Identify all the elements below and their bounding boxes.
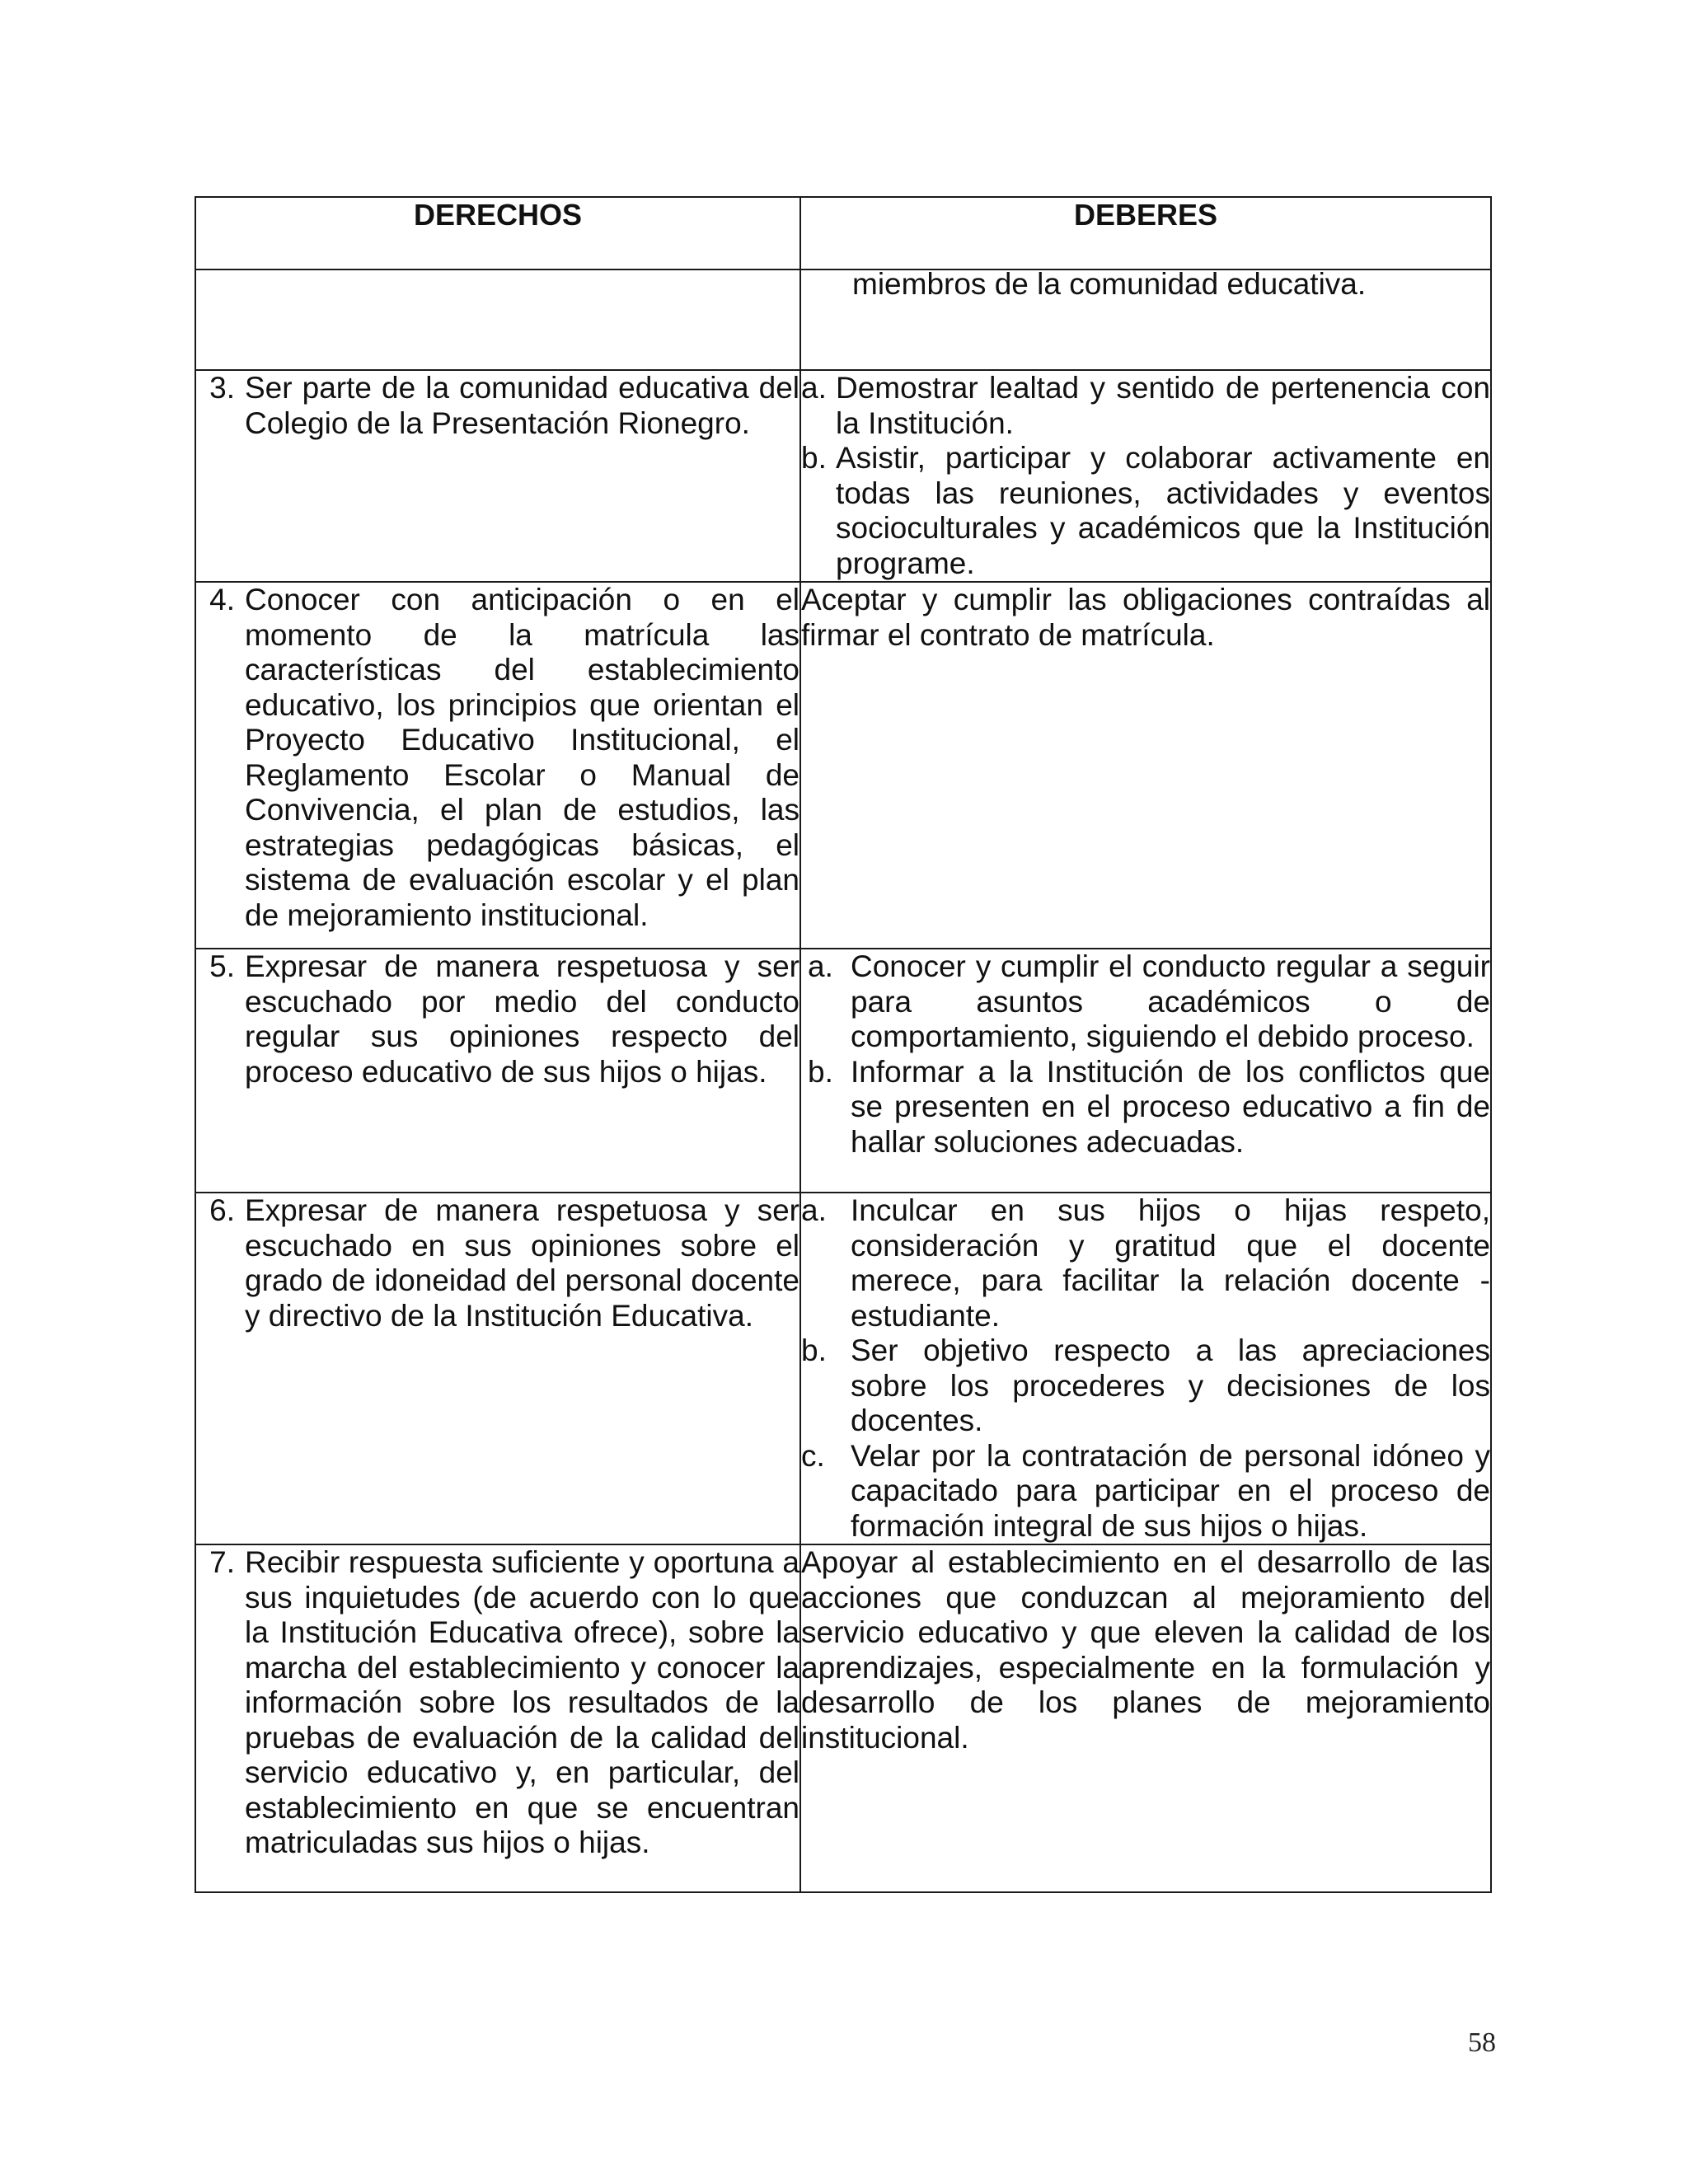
deber-letter: b. bbox=[808, 1054, 833, 1089]
table-row bbox=[195, 582, 1491, 949]
derecho-cell bbox=[195, 1544, 800, 1892]
derecho-cell bbox=[195, 269, 800, 370]
deber-text: Velar por la contratación de personal idóneo y capacitado para participar en el proceso de formación integral de sus hijos o hijas. bbox=[851, 1438, 1490, 1543]
deber-cell bbox=[800, 269, 1491, 370]
item-number: 7. bbox=[209, 1545, 235, 1579]
deber-letter: a. bbox=[801, 1193, 827, 1227]
item-number: 6. bbox=[209, 1193, 235, 1227]
table-header-row bbox=[195, 197, 1491, 269]
derecho-cell bbox=[195, 1193, 800, 1544]
deber-text: Ser objetivo respecto a las apreciaciones sobre los procederes y decisiones de los docentes. bbox=[851, 1333, 1490, 1437]
derecho-text: Recibir respuesta suficiente y oportuna a sus inquietudes (de acuerdo con lo que la Institución Educativa ofrece), sobre la marcha del establecimiento y conocer la información sobre los resultados de la pruebas de evaluación de la calidad del servicio educativo y, en particular, del establecimiento en que se encuentran matriculadas sus hijos o hijas. bbox=[245, 1545, 799, 1859]
deber-text: Demostrar lealtad y sentido de pertenencia con la Institución. bbox=[836, 371, 1490, 440]
deber-cell bbox=[800, 370, 1491, 582]
deber-cell bbox=[800, 1193, 1491, 1544]
deber-text: Apoyar al establecimiento en el desarrollo de las acciones que conduzcan al mejoramiento del servicio educativo y que eleven la calidad de los aprendizajes, especialmente en la formulación y desarrollo de los planes de mejoramiento institucional. bbox=[801, 1545, 1490, 1755]
derecho-text: Expresar de manera respetuosa y ser escuchado por medio del conducto regular sus opiniones respecto del proceso educativo de sus hijos o hijas. bbox=[245, 949, 799, 1089]
derecho-text: Expresar de manera respetuosa y ser escuchado en sus opiniones sobre el grado de idoneidad del personal docente y directivo de la Institución Educativa. bbox=[245, 1193, 799, 1333]
deber-letter: b. bbox=[801, 1333, 827, 1367]
table-row bbox=[195, 1544, 1491, 1892]
derecho-cell bbox=[195, 370, 800, 582]
deber-cell bbox=[800, 949, 1491, 1193]
deber-cell bbox=[800, 582, 1491, 949]
deber-text: Aceptar y cumplir las obligaciones contraídas al firmar el contrato de matrícula. bbox=[801, 583, 1490, 652]
continuation-text: miembros de la comunidad educativa. bbox=[852, 267, 1367, 301]
deber-text: Conocer y cumplir el conducto regular a seguir para asuntos académicos o de comportamiento, siguiendo el debido proceso. bbox=[851, 949, 1490, 1053]
table-row bbox=[195, 269, 1491, 370]
header-derechos: DERECHOS bbox=[195, 197, 800, 269]
deber-letter: a. bbox=[801, 371, 827, 405]
item-number: 3. bbox=[209, 371, 235, 405]
rights-duties-table bbox=[195, 196, 1492, 1893]
table-row bbox=[195, 949, 1491, 1193]
table-row bbox=[195, 370, 1491, 582]
page-number: 58 bbox=[1468, 2027, 1496, 2058]
deber-letter: b. bbox=[801, 441, 827, 475]
derecho-cell bbox=[195, 582, 800, 949]
deber-text: Inculcar en sus hijos o hijas respeto, consideración y gratitud que el docente merece, para facilitar la relación docente - estudiante. bbox=[851, 1193, 1490, 1333]
deber-letter: c. bbox=[801, 1438, 825, 1473]
table-row bbox=[195, 1193, 1491, 1544]
derecho-text: Conocer con anticipación o en el momento de la matrícula las características del establecimiento educativo, los principios que orientan el Proyecto Educativo Institucional, el Reglamento Escolar o Manual de Convivencia, el plan de estudios, las estrategias pedagógicas básicas, el sistema de evaluación escolar y el plan de mejoramiento institucional. bbox=[245, 583, 799, 932]
header-deberes: DEBERES bbox=[800, 197, 1491, 269]
deber-letter: a. bbox=[808, 949, 833, 983]
deber-text: Informar a la Institución de los conflictos que se presenten en el proceso educativo a fin de hallar soluciones adecuadas. bbox=[851, 1054, 1490, 1159]
item-number: 5. bbox=[209, 949, 235, 983]
deber-text: Asistir, participar y colaborar activamente en todas las reuniones, actividades y eventos socioculturales y académicos que la Institución programe. bbox=[836, 441, 1490, 580]
derecho-text: Ser parte de la comunidad educativa del Colegio de la Presentación Rionegro. bbox=[245, 371, 799, 440]
item-number: 4. bbox=[209, 583, 235, 616]
deber-cell bbox=[800, 1544, 1491, 1892]
derecho-cell bbox=[195, 949, 800, 1193]
